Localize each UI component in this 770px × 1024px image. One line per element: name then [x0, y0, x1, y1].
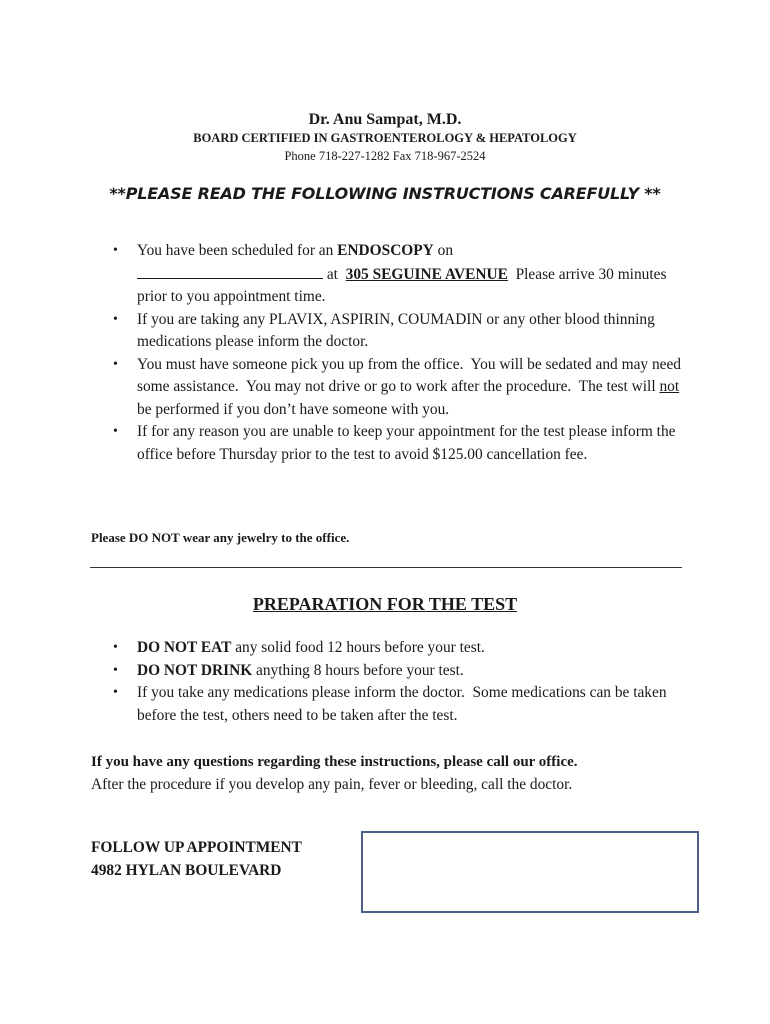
list-item — [113, 240, 683, 309]
follow-up-appointment-box[interactable] — [361, 831, 699, 913]
contact-phone-fax: Phone 718-227-1282 Fax 718-967-2524 — [284, 149, 486, 163]
instructions-list — [113, 240, 683, 466]
list-item — [113, 421, 683, 466]
no-eat-emphasis: DO NOT EAT — [137, 639, 232, 656]
not-emphasis: not — [659, 378, 680, 395]
jewelry-note: Please DO NOT wear any jewelry to the office. — [91, 530, 350, 545]
list-item — [113, 660, 683, 683]
pickup-text: You must have someone pick you up from the office. You will be sedated and may need some assistance. You may not drive or go to work after the procedure. The test will — [137, 355, 685, 395]
cancellation-text: If for any reason you are unable to keep your appointment for the test please inform the office before Thursday prior to the test to avoid $125.00 cancellation fee. — [137, 423, 676, 463]
no-drink-emphasis: DO NOT DRINK — [137, 661, 253, 679]
questions-note: If you have any questions regarding these instructions, please call our office. — [91, 754, 578, 770]
scheduled-text: You have been scheduled for an — [137, 242, 338, 259]
after-procedure-note: After the procedure if you develop any pain, fever or bleeding, call the doctor. — [91, 776, 573, 793]
appointment-date-blank[interactable] — [137, 263, 323, 279]
preparation-heading: PREPARATION FOR THE TEST — [252, 594, 518, 614]
no-drink-text: anything 8 hours before your test. — [252, 661, 464, 679]
list-item — [113, 637, 683, 660]
list-item — [113, 309, 683, 354]
procedure-address: 305 SEGUINE AVENUE — [345, 265, 508, 283]
on-text: on — [433, 242, 454, 259]
procedure-name: ENDOSCOPY — [337, 242, 434, 259]
blood-thinner-text: If you are taking any PLAVIX, ASPIRIN, COUMADIN or any other blood thinning medications please inform the doctor. — [137, 310, 655, 350]
doctor-name: Dr. Anu Sampat, M.D. — [308, 111, 462, 128]
pickup-text-end: be performed if you don’t have someone with you. — [137, 400, 450, 418]
section-divider — [90, 567, 682, 568]
list-item — [113, 354, 683, 422]
follow-up-title: FOLLOW UP APPOINTMENT — [91, 839, 302, 856]
preparation-list — [113, 637, 683, 727]
arrive-text: Please arrive 30 minutes prior to you appointment time. — [137, 265, 671, 305]
no-eat-text: any solid food 12 hours before your test. — [231, 639, 485, 656]
board-certification: BOARD CERTIFIED IN GASTROENTEROLOGY & HEPATOLOGY — [193, 131, 577, 145]
medications-text: If you take any medications please inform the doctor. Some medications can be taken before the test, others need to be taken after the test. — [137, 684, 671, 724]
follow-up-address: 4982 HYLAN BOULEVARD — [91, 862, 282, 879]
instructions-heading: **PLEASE READ THE FOLLOWING INSTRUCTIONS CAREFULLY ** — [109, 184, 661, 203]
at-text: at — [323, 265, 346, 283]
list-item — [113, 682, 683, 727]
